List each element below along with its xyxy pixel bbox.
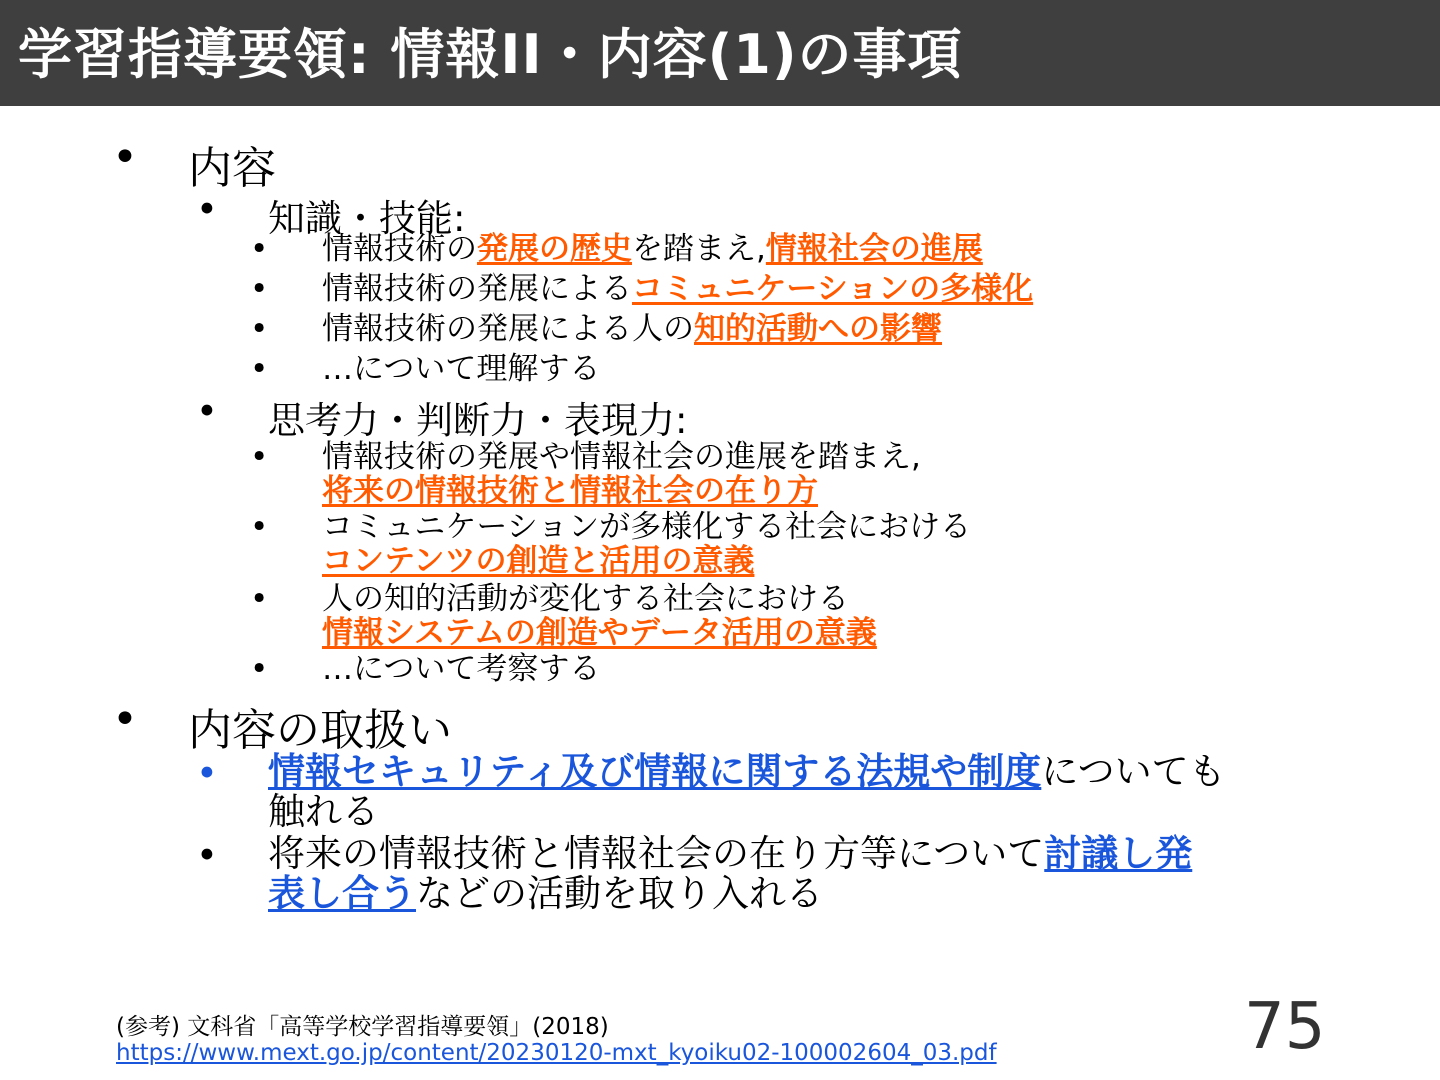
- bullet: •: [250, 509, 269, 545]
- list-item: [322, 312, 942, 346]
- highlight-text: 知的活動への影響: [694, 311, 942, 347]
- list-item: [322, 582, 877, 650]
- subsection-heading-knowledge: 知識・技能:: [268, 197, 466, 240]
- list-item: [268, 752, 1226, 832]
- item-text: …について考察する: [322, 651, 601, 687]
- item-text: 人の知的活動が変化する社会における: [322, 581, 849, 617]
- bullet: •: [250, 271, 269, 307]
- list-item: [322, 440, 921, 508]
- bullet: •: [250, 651, 269, 687]
- item-text: 情報技術の: [322, 231, 477, 267]
- list-item: [322, 352, 600, 386]
- item-text: 将来の情報技術と情報社会の在り方等について: [268, 832, 1045, 875]
- emphasis-link-laws[interactable]: 情報セキュリティ及び情報に関する法規や制度: [268, 750, 1042, 793]
- bullet: •: [250, 581, 269, 617]
- list-item: [322, 272, 1033, 306]
- highlight-text: 情報社会の進展: [765, 231, 983, 267]
- bullet: •: [250, 351, 269, 387]
- highlight-text: コミュニケーションの多様化: [632, 271, 1034, 307]
- item-text: 情報技術の発展による人の: [322, 311, 694, 347]
- emphasis-link-discussion[interactable]: 討議し発: [1044, 832, 1193, 875]
- page-number: 75: [1244, 990, 1326, 1064]
- bullet: •: [250, 439, 269, 475]
- item-text: 触れる: [268, 790, 379, 833]
- item-text: 情報技術の発展による: [322, 271, 632, 307]
- item-text: …について理解する: [322, 351, 601, 387]
- list-item: [268, 834, 1192, 914]
- highlight-text: 情報システムの創造やデータ活用の意義: [322, 615, 877, 651]
- section-heading-content: 内容: [188, 143, 276, 194]
- highlight-text: 将来の情報技術と情報社会の在り方: [322, 473, 818, 509]
- item-text: などの活動を取り入れる: [416, 872, 823, 915]
- bullet: •: [112, 694, 138, 745]
- page-title: 学習指導要領: 情報II・内容(1)の事項: [18, 23, 963, 86]
- item-text: 情報技術の発展や情報社会の進展を踏まえ,: [322, 439, 921, 475]
- emphasis-link-discussion[interactable]: 表し合う: [268, 872, 416, 915]
- bullet: •: [196, 390, 218, 433]
- subsection-heading-thinking: 思考力・判断力・表現力:: [268, 399, 688, 442]
- reference-label: (参考) 文科省「高等学校学習指導要領」(2018): [116, 1014, 609, 1040]
- reference-link[interactable]: https://www.mext.go.jp/content/20230120-mxt_kyoiku02-100002604_03.pdf: [116, 1040, 997, 1066]
- item-text: を踏まえ,: [632, 231, 766, 267]
- bullet: •: [196, 752, 218, 795]
- bullet: •: [250, 231, 269, 267]
- bullet: •: [250, 311, 269, 347]
- highlight-text: 発展の歴史: [477, 231, 632, 267]
- section-heading-handling: 内容の取扱い: [188, 705, 452, 756]
- item-text: コミュニケーションが多様化する社会における: [322, 509, 972, 545]
- list-item: [322, 652, 600, 686]
- highlight-text: コンテンツの創造と活用の意義: [322, 543, 755, 579]
- list-item: [322, 510, 971, 578]
- bullet: •: [112, 132, 138, 183]
- item-text: についても: [1041, 750, 1226, 793]
- list-item: [322, 232, 983, 266]
- bullet: •: [196, 834, 218, 877]
- bullet: •: [196, 188, 218, 231]
